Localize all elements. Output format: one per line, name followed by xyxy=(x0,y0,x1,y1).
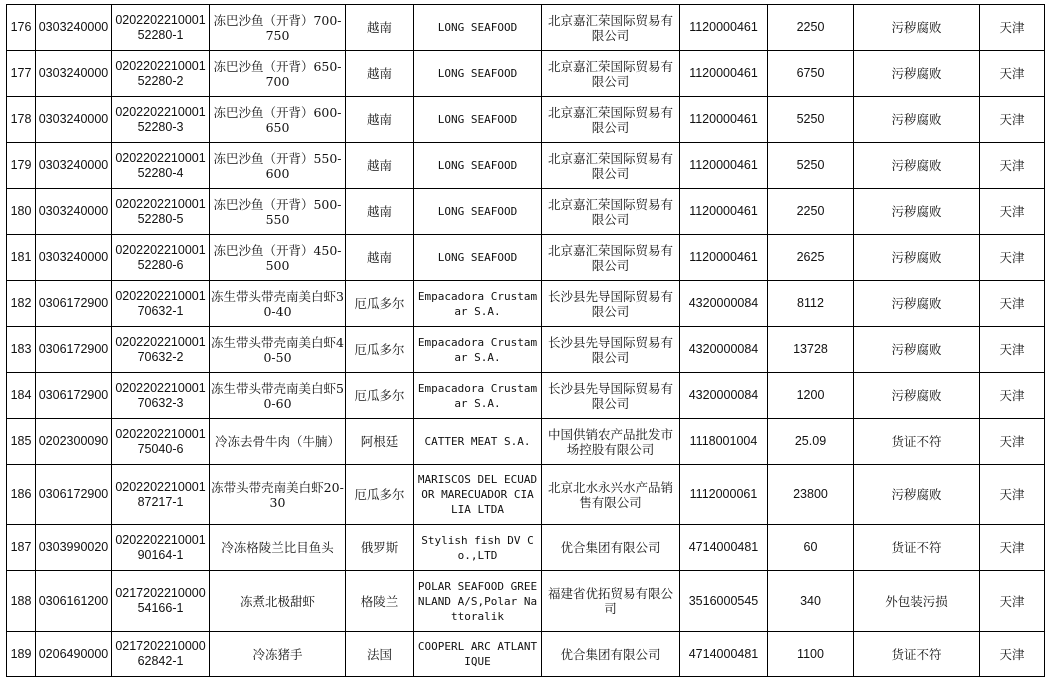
hs-code-cell: 0303240000 xyxy=(36,143,112,189)
hs-code-cell: 0306161200 xyxy=(36,571,112,632)
table-row xyxy=(7,571,1045,632)
importer-code-cell: 1120000461 xyxy=(680,235,768,281)
weight-cell: 340 xyxy=(768,571,854,632)
rejection-reason-cell: 货证不符 xyxy=(854,525,980,571)
importer-code-cell: 1120000461 xyxy=(680,51,768,97)
producer-cell: Stylish fish DV Co.,LTD xyxy=(414,525,542,571)
importer-cell: 中国供销农产品批发市场控股有限公司 xyxy=(542,419,680,465)
product-name-cell: 冻带头带壳南美白虾20-30 xyxy=(210,465,346,525)
product-name-cell: 冻巴沙鱼（开背）600-650 xyxy=(210,97,346,143)
weight-cell: 23800 xyxy=(768,465,854,525)
hs-code-cell: 0206490000 xyxy=(36,632,112,677)
rejection-reason-cell: 污秽腐败 xyxy=(854,5,980,51)
origin-country-cell: 法国 xyxy=(346,632,414,677)
hs-code-cell: 0303240000 xyxy=(36,235,112,281)
rejection-reason-cell: 污秽腐败 xyxy=(854,51,980,97)
hs-code-cell: 0306172900 xyxy=(36,465,112,525)
origin-country-cell: 越南 xyxy=(346,189,414,235)
table-row xyxy=(7,373,1045,419)
origin-country-cell: 厄瓜多尔 xyxy=(346,465,414,525)
weight-cell: 2250 xyxy=(768,5,854,51)
producer-cell: LONG SEAFOOD xyxy=(414,189,542,235)
port-cell: 天津 xyxy=(980,327,1045,373)
table-row xyxy=(7,281,1045,327)
product-name-cell: 冻生带头带壳南美白虾30-40 xyxy=(210,281,346,327)
port-cell: 天津 xyxy=(980,5,1045,51)
weight-cell: 5250 xyxy=(768,143,854,189)
producer-cell: CATTER MEAT S.A. xyxy=(414,419,542,465)
importer-code-cell: 3516000545 xyxy=(680,571,768,632)
origin-country-cell: 越南 xyxy=(346,51,414,97)
declaration-number-cell: 020220221000187217-1 xyxy=(112,465,210,525)
declaration-number-cell: 020220221000170632-3 xyxy=(112,373,210,419)
origin-country-cell: 越南 xyxy=(346,235,414,281)
hs-code-cell: 0303240000 xyxy=(36,97,112,143)
importer-cell: 北京嘉汇荣国际贸易有限公司 xyxy=(542,235,680,281)
declaration-number-cell: 020220221000190164-1 xyxy=(112,525,210,571)
importer-cell: 长沙县先导国际贸易有限公司 xyxy=(542,281,680,327)
declaration-number-cell: 020220221000152280-6 xyxy=(112,235,210,281)
port-cell: 天津 xyxy=(980,235,1045,281)
product-name-cell: 冻巴沙鱼（开背）450-500 xyxy=(210,235,346,281)
port-cell: 天津 xyxy=(980,373,1045,419)
weight-cell: 6750 xyxy=(768,51,854,97)
port-cell: 天津 xyxy=(980,571,1045,632)
declaration-number-cell: 021720221000054166-1 xyxy=(112,571,210,632)
port-cell: 天津 xyxy=(980,525,1045,571)
producer-cell: Empacadora Crustamar S.A. xyxy=(414,373,542,419)
declaration-number-cell: 020220221000152280-1 xyxy=(112,5,210,51)
importer-code-cell: 1120000461 xyxy=(680,97,768,143)
product-name-cell: 冷冻猪手 xyxy=(210,632,346,677)
seq-cell: 188 xyxy=(7,571,36,632)
hs-code-cell: 0303240000 xyxy=(36,189,112,235)
importer-cell: 长沙县先导国际贸易有限公司 xyxy=(542,327,680,373)
declaration-number-cell: 021720221000062842-1 xyxy=(112,632,210,677)
origin-country-cell: 厄瓜多尔 xyxy=(346,327,414,373)
importer-code-cell: 1118001004 xyxy=(680,419,768,465)
producer-cell: Empacadora Crustamar S.A. xyxy=(414,281,542,327)
producer-cell: LONG SEAFOOD xyxy=(414,51,542,97)
declaration-number-cell: 020220221000152280-2 xyxy=(112,51,210,97)
seq-cell: 181 xyxy=(7,235,36,281)
declaration-number-cell: 020220221000152280-3 xyxy=(112,97,210,143)
importer-code-cell: 4714000481 xyxy=(680,632,768,677)
producer-cell: LONG SEAFOOD xyxy=(414,5,542,51)
hs-code-cell: 0303240000 xyxy=(36,51,112,97)
producer-cell: POLAR SEAFOOD GREENLAND A/S,Polar Nattoralik xyxy=(414,571,542,632)
product-name-cell: 冻煮北极甜虾 xyxy=(210,571,346,632)
rejection-reason-cell: 污秽腐败 xyxy=(854,373,980,419)
rejection-reason-cell: 货证不符 xyxy=(854,419,980,465)
seq-cell: 189 xyxy=(7,632,36,677)
table-row xyxy=(7,143,1045,189)
producer-cell: Empacadora Crustamar S.A. xyxy=(414,327,542,373)
table-row xyxy=(7,525,1045,571)
product-name-cell: 冻巴沙鱼（开背）550-600 xyxy=(210,143,346,189)
declaration-number-cell: 020220221000170632-1 xyxy=(112,281,210,327)
hs-code-cell: 0306172900 xyxy=(36,281,112,327)
weight-cell: 25.09 xyxy=(768,419,854,465)
producer-cell: MARISCOS DEL ECUADOR MARECUADOR CIA LIA LTDA xyxy=(414,465,542,525)
importer-cell: 北京嘉汇荣国际贸易有限公司 xyxy=(542,51,680,97)
seq-cell: 176 xyxy=(7,5,36,51)
weight-cell: 1200 xyxy=(768,373,854,419)
port-cell: 天津 xyxy=(980,189,1045,235)
weight-cell: 1100 xyxy=(768,632,854,677)
port-cell: 天津 xyxy=(980,143,1045,189)
importer-cell: 北京嘉汇荣国际贸易有限公司 xyxy=(542,143,680,189)
weight-cell: 13728 xyxy=(768,327,854,373)
table-row xyxy=(7,189,1045,235)
rejection-reason-cell: 外包装污损 xyxy=(854,571,980,632)
table-row xyxy=(7,5,1045,51)
table-row xyxy=(7,51,1045,97)
rejection-reason-cell: 污秽腐败 xyxy=(854,465,980,525)
port-cell: 天津 xyxy=(980,465,1045,525)
importer-cell: 北京嘉汇荣国际贸易有限公司 xyxy=(542,5,680,51)
table-row xyxy=(7,419,1045,465)
rejection-reason-cell: 污秽腐败 xyxy=(854,235,980,281)
importer-code-cell: 1120000461 xyxy=(680,143,768,189)
importer-code-cell: 1120000461 xyxy=(680,5,768,51)
origin-country-cell: 厄瓜多尔 xyxy=(346,281,414,327)
producer-cell: LONG SEAFOOD xyxy=(414,97,542,143)
declaration-number-cell: 020220221000175040-6 xyxy=(112,419,210,465)
table-row xyxy=(7,235,1045,281)
importer-cell: 北京北水永兴水产品销售有限公司 xyxy=(542,465,680,525)
declaration-number-cell: 020220221000152280-5 xyxy=(112,189,210,235)
importer-code-cell: 1112000061 xyxy=(680,465,768,525)
rejection-reason-cell: 污秽腐败 xyxy=(854,143,980,189)
product-name-cell: 冻巴沙鱼（开背）700-750 xyxy=(210,5,346,51)
importer-code-cell: 4320000084 xyxy=(680,281,768,327)
seq-cell: 183 xyxy=(7,327,36,373)
seq-cell: 185 xyxy=(7,419,36,465)
port-cell: 天津 xyxy=(980,97,1045,143)
port-cell: 天津 xyxy=(980,419,1045,465)
seq-cell: 178 xyxy=(7,97,36,143)
port-cell: 天津 xyxy=(980,632,1045,677)
importer-cell: 福建省优拓贸易有限公司 xyxy=(542,571,680,632)
weight-cell: 2250 xyxy=(768,189,854,235)
hs-code-cell: 0303990020 xyxy=(36,525,112,571)
rejection-reason-cell: 污秽腐败 xyxy=(854,281,980,327)
importer-cell: 优合集团有限公司 xyxy=(542,632,680,677)
importer-cell: 长沙县先导国际贸易有限公司 xyxy=(542,373,680,419)
product-name-cell: 冻巴沙鱼（开背）500-550 xyxy=(210,189,346,235)
importer-code-cell: 1120000461 xyxy=(680,189,768,235)
producer-cell: COOPERL ARC ATLANTIQUE xyxy=(414,632,542,677)
hs-code-cell: 0303240000 xyxy=(36,5,112,51)
origin-country-cell: 格陵兰 xyxy=(346,571,414,632)
seq-cell: 186 xyxy=(7,465,36,525)
rejection-reason-cell: 货证不符 xyxy=(854,632,980,677)
seq-cell: 177 xyxy=(7,51,36,97)
origin-country-cell: 越南 xyxy=(346,143,414,189)
port-cell: 天津 xyxy=(980,281,1045,327)
importer-cell: 优合集团有限公司 xyxy=(542,525,680,571)
declaration-number-cell: 020220221000170632-2 xyxy=(112,327,210,373)
rejection-reason-cell: 污秽腐败 xyxy=(854,189,980,235)
product-name-cell: 冻生带头带壳南美白虾50-60 xyxy=(210,373,346,419)
producer-cell: LONG SEAFOOD xyxy=(414,143,542,189)
declaration-number-cell: 020220221000152280-4 xyxy=(112,143,210,189)
origin-country-cell: 厄瓜多尔 xyxy=(346,373,414,419)
importer-cell: 北京嘉汇荣国际贸易有限公司 xyxy=(542,189,680,235)
weight-cell: 5250 xyxy=(768,97,854,143)
seq-cell: 184 xyxy=(7,373,36,419)
product-name-cell: 冻生带头带壳南美白虾40-50 xyxy=(210,327,346,373)
weight-cell: 60 xyxy=(768,525,854,571)
rejection-reason-cell: 污秽腐败 xyxy=(854,97,980,143)
hs-code-cell: 0202300090 xyxy=(36,419,112,465)
importer-cell: 北京嘉汇荣国际贸易有限公司 xyxy=(542,97,680,143)
rejection-table xyxy=(6,4,1045,677)
weight-cell: 8112 xyxy=(768,281,854,327)
product-name-cell: 冷冻格陵兰比目鱼头 xyxy=(210,525,346,571)
seq-cell: 182 xyxy=(7,281,36,327)
weight-cell: 2625 xyxy=(768,235,854,281)
table-row xyxy=(7,327,1045,373)
table-row xyxy=(7,97,1045,143)
seq-cell: 187 xyxy=(7,525,36,571)
origin-country-cell: 俄罗斯 xyxy=(346,525,414,571)
seq-cell: 180 xyxy=(7,189,36,235)
producer-cell: LONG SEAFOOD xyxy=(414,235,542,281)
table-row xyxy=(7,465,1045,525)
product-name-cell: 冻巴沙鱼（开背）650-700 xyxy=(210,51,346,97)
origin-country-cell: 越南 xyxy=(346,5,414,51)
table-body xyxy=(7,5,1045,677)
rejection-reason-cell: 污秽腐败 xyxy=(854,327,980,373)
port-cell: 天津 xyxy=(980,51,1045,97)
seq-cell: 179 xyxy=(7,143,36,189)
importer-code-cell: 4714000481 xyxy=(680,525,768,571)
importer-code-cell: 4320000084 xyxy=(680,327,768,373)
hs-code-cell: 0306172900 xyxy=(36,373,112,419)
product-name-cell: 冷冻去骨牛肉（牛腩） xyxy=(210,419,346,465)
origin-country-cell: 越南 xyxy=(346,97,414,143)
hs-code-cell: 0306172900 xyxy=(36,327,112,373)
origin-country-cell: 阿根廷 xyxy=(346,419,414,465)
importer-code-cell: 4320000084 xyxy=(680,373,768,419)
table-row xyxy=(7,632,1045,677)
